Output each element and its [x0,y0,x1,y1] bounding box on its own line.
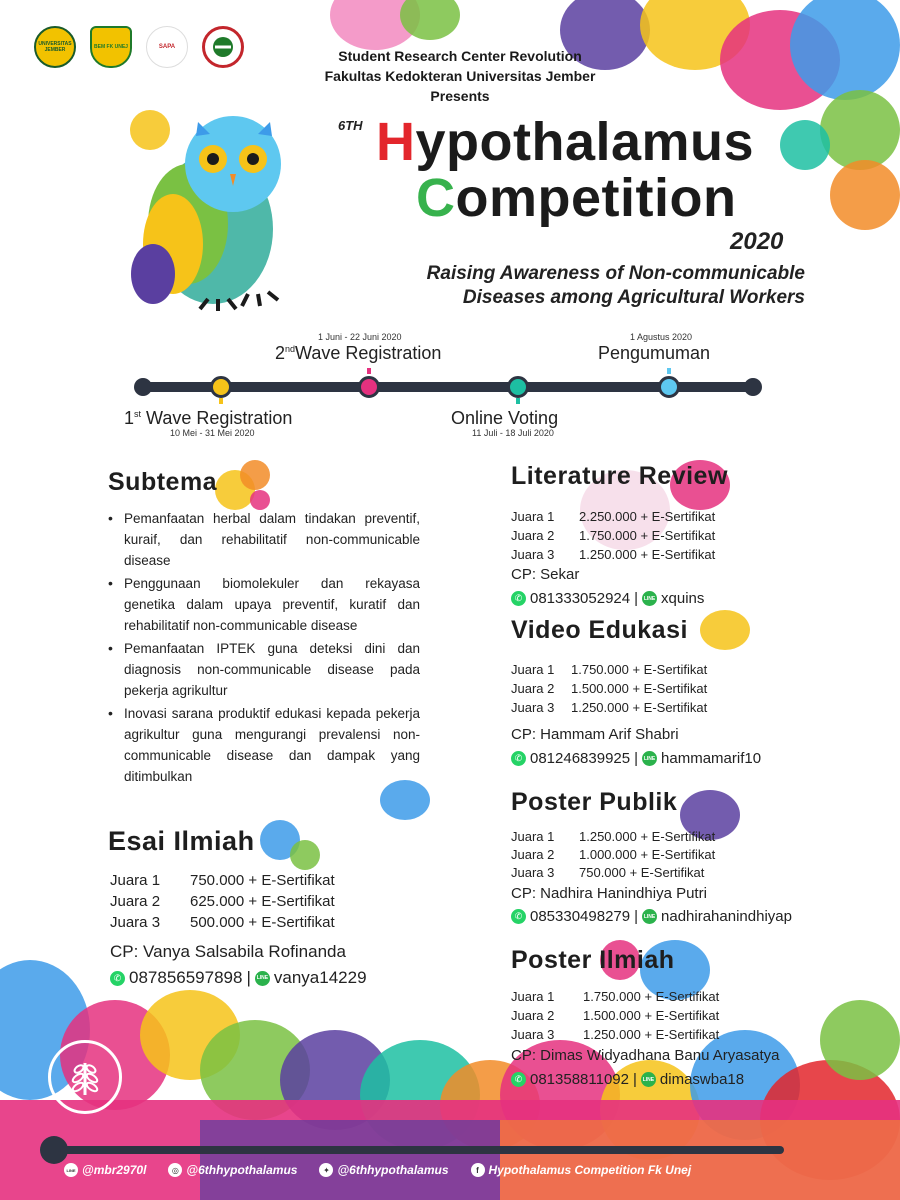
footer-facebook-page: Hypothalamus Competition Fk Unej [488,1163,692,1177]
literature-review-title: Literature Review [511,462,728,490]
prize-row: Juara 3 500.000 + E-Sertifikat [110,914,335,931]
subtema-item: • Penggunaan biomolekuler dan rekayasa genetika dalam upaya preventif, kuratif dan rehabilitatif non-communicable disease [104,573,420,636]
plant-icon [48,1040,122,1114]
footer-facebook-link[interactable] [471,1163,692,1177]
footer-twitter-link[interactable] [319,1163,448,1177]
prize-row: Juara 1 1.250.000 + E-Sertifikat [511,829,716,844]
title-line1-rest: ypothalamus [415,112,755,172]
literature-line-id[interactable]: xquins [661,590,705,607]
footer-twitter-handle: @6thhypothalamus [337,1163,449,1177]
facebook-icon: f [471,1163,485,1177]
prize-row: Juara 3 1.250.000 + E-Sertifikat [511,700,708,715]
timeline-label-1st-wave: 1st Wave Registration [124,408,293,428]
footer-instagram-link[interactable] [168,1163,297,1177]
whatsapp-icon: ✆ [511,591,526,606]
title-line-hypothalamus [376,112,754,172]
poster-publik-line-id[interactable]: nadhirahanindhiyap [661,908,792,925]
timeline-stem [516,398,520,404]
video-contacts [511,750,761,767]
title-line-competition [416,168,736,228]
owl-illustration [118,104,298,314]
poster-publik-contacts [511,908,792,925]
universitas-jember-logo [34,26,76,68]
video-contact-person: CP: Hammam Arif Shabri [511,726,679,743]
sapa-logo [146,26,188,68]
header-organizer [290,46,630,106]
src-logo [202,26,244,68]
prize-row: Juara 1 1.750.000 + E-Sertifikat [511,989,720,1004]
presents-text: Presents [430,88,490,104]
poster-ilmiah-title: Poster Ilmiah [511,946,675,974]
poster-publik-phone[interactable]: 085330498279 [530,908,631,925]
whatsapp-icon: ✆ [511,1072,526,1087]
whatsapp-icon: ✆ [511,909,526,924]
logo-text: UNIVERSITAS JEMBER [38,41,72,53]
subtema-item: • Pemanfaatan herbal dalam tindakan preventif, kuraif, dan rehabilitatif non-communicable disease [104,508,420,571]
video-line-id[interactable]: hammamarif10 [661,750,762,767]
literature-contact-person: CP: Sekar [511,566,580,583]
timeline-dot-2nd-wave [358,376,380,398]
footer-instagram-handle: @6thhypothalamus [186,1163,298,1177]
timeline-stem [367,368,371,374]
prize-row: Juara 1 2.250.000 + E-Sertifikat [511,509,716,524]
subtema-item: • Pemanfaatan IPTEK guna deteksi dini dan diagnosis non-communicable disease pada pekerja agrikultur [104,638,420,701]
title-line2-rest: ompetition [455,168,737,228]
subtema-list [104,508,420,787]
tagline-line-1: Raising Awareness of Non-communicable [426,263,805,284]
footer-social-links [64,1163,864,1177]
separator: | [246,968,251,987]
tagline-line-2: Diseases among Agricultural Workers [462,287,805,308]
separator: | [634,908,639,925]
instagram-icon: ◎ [168,1163,182,1177]
esai-contact-person: CP: Vanya Salsabila Rofinanda [110,942,346,961]
timeline-label-2nd-wave: 2ndWave Registration [275,343,442,363]
prize-row: Juara 2 625.000 + E-Sertifikat [110,893,335,910]
separator: | [633,1071,637,1088]
timeline-dot-pengumuman [658,376,680,398]
edition-label: 6TH [338,118,363,133]
footer-bar [60,1146,784,1154]
line-icon: LINE [255,971,270,986]
esai-contacts [110,968,367,988]
line-icon: LINE [642,591,657,606]
line-icon: LINE [64,1163,78,1177]
literature-phone[interactable]: 081333052924 [530,590,631,607]
poster-ilmiah-phone[interactable]: 081358811092 [530,1071,629,1088]
logo-row [34,26,244,68]
line-icon: LINE [642,751,657,766]
footer-line-id: @mbr2970l [82,1163,147,1177]
timeline-date-1st-wave: 10 Mei - 31 Mei 2020 [170,428,255,438]
video-edukasi-title: Video Edukasi [511,616,688,644]
prize-row: Juara 2 1.000.000 + E-Sertifikat [511,847,716,862]
esai-phone[interactable]: 087856597898 [129,968,243,987]
prize-row: Juara 2 1.500.000 + E-Sertifikat [511,1008,720,1023]
timeline-stem [667,368,671,374]
bem-fk-unej-logo [90,26,132,68]
logo-text: SAPA [158,44,176,50]
whatsapp-icon: ✆ [511,751,526,766]
prize-row: Juara 1 750.000 + E-Sertifikat [110,872,335,889]
organizer-line-2: Fakultas Kedokteran Universitas Jember [324,68,596,84]
prize-row: Juara 3 750.000 + E-Sertifikat [511,865,705,880]
esai-ilmiah-title: Esai Ilmiah [108,826,255,856]
subtema-title: Subtema [108,468,218,496]
timeline-date-online-voting: 11 Juli - 18 Juli 2020 [472,428,554,438]
timeline-date-2nd-wave: 1 Juni - 22 Juni 2020 [318,332,402,342]
literature-contacts [511,590,704,607]
timeline-dot-online-voting [507,376,529,398]
line-icon: LINE [641,1072,656,1087]
timeline-label-online-voting: Online Voting [451,408,559,428]
poster-ilmiah-prize-table [511,987,719,1044]
esai-line-id[interactable]: vanya14229 [273,968,367,987]
separator: | [634,590,639,607]
video-prize-table [511,660,707,717]
title-year: 2020 [730,228,784,255]
line-icon: LINE [642,909,657,924]
twitter-icon: ✦ [319,1163,333,1177]
prize-row: Juara 1 1.750.000 + E-Sertifikat [511,662,708,677]
title-h-letter: H [376,112,416,172]
prize-row: Juara 2 1.750.000 + E-Sertifikat [511,528,716,543]
timeline-start-cap [134,378,152,396]
poster-publik-title: Poster Publik [511,788,678,816]
poster-publik-prize-table [511,828,715,882]
title-c-letter: C [416,168,456,228]
poster-ilmiah-line-id[interactable]: dimaswba18 [659,1071,745,1088]
organizer-line-1: Student Research Center Revolution [338,48,582,64]
poster-ilmiah-contact-person: CP: Dimas Widyadhana Banu Aryasatya [511,1047,780,1064]
prize-row: Juara 3 1.250.000 + E-Sertifikat [511,547,716,562]
poster-publik-contact-person: CP: Nadhira Hanindhiya Putri [511,885,707,902]
subtema-item: • Inovasi sarana produktif edukasi kepada pekerja agrikultur guna mengurangi prevalensi non-communicable disease dan dampak yang ditimbulkan [104,703,420,787]
tagline [300,262,805,310]
registration-timeline [0,330,900,450]
literature-prize-table [511,507,715,564]
poster-ilmiah-contacts [511,1071,744,1088]
timeline-date-pengumuman: 1 Agustus 2020 [630,332,693,342]
separator: | [634,750,639,767]
video-phone[interactable]: 081246839925 [530,750,631,767]
logo-text: BEM FK UNEJ [94,44,128,50]
timeline-label-pengumuman: Pengumuman [598,343,711,363]
footer-line-link[interactable] [64,1163,146,1177]
timeline-stem [219,398,223,404]
timeline-dot-1st-wave [210,376,232,398]
prize-row: Juara 3 1.250.000 + E-Sertifikat [511,1027,720,1042]
prize-row: Juara 2 1.500.000 + E-Sertifikat [511,681,708,696]
whatsapp-icon: ✆ [110,971,125,986]
timeline-end-cap [744,378,762,396]
esai-prize-table [110,870,335,933]
